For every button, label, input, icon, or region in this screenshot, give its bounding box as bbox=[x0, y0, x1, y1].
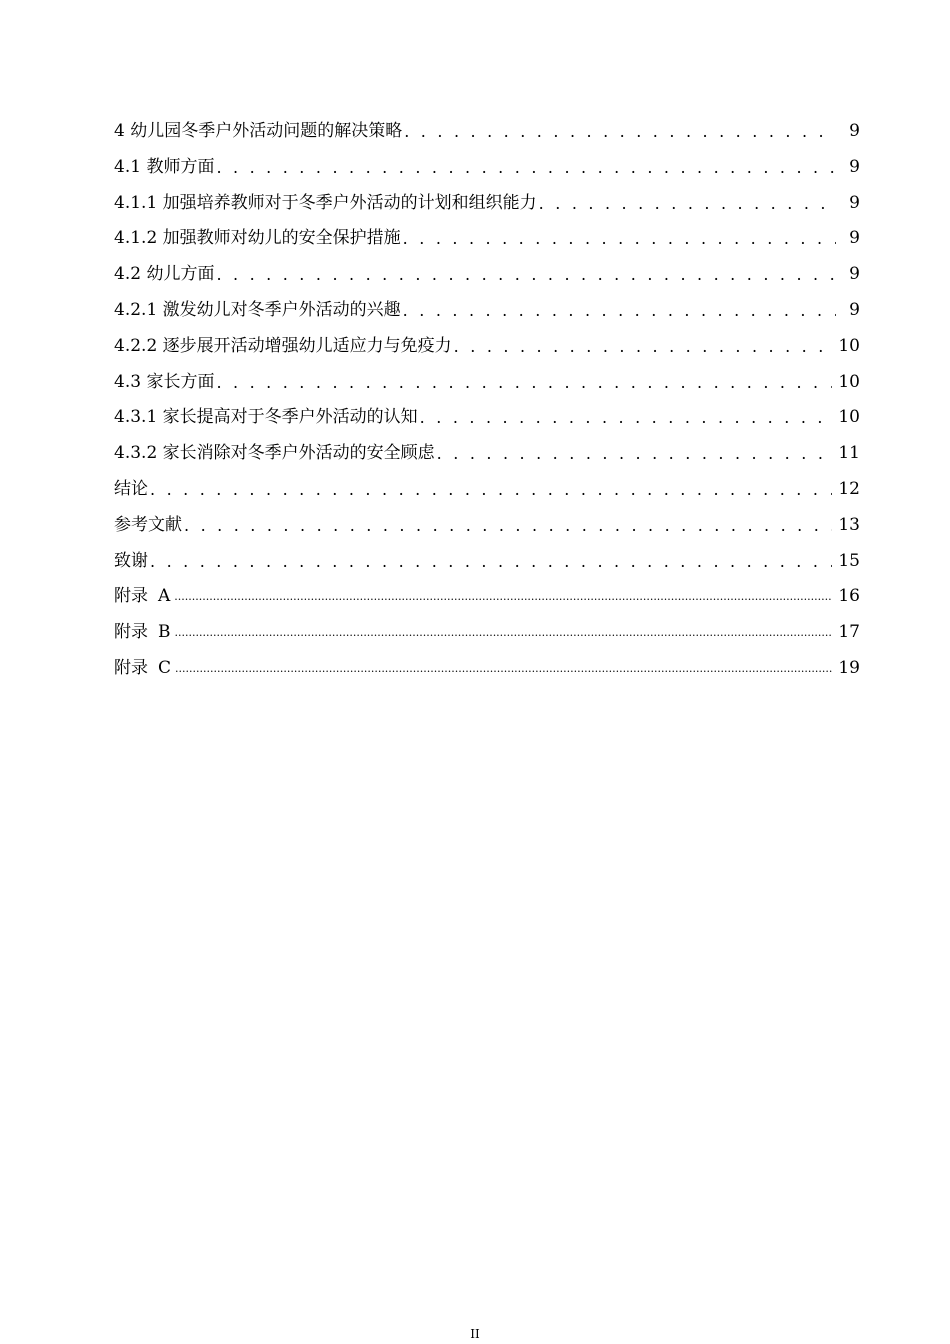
appendix-letter: C bbox=[158, 657, 172, 678]
toc-entry-page: 11 bbox=[838, 443, 860, 464]
toc-entry-title: 4.2 幼儿方面 bbox=[114, 264, 215, 285]
toc-entry[interactable] bbox=[114, 257, 860, 293]
toc-entry[interactable] bbox=[114, 329, 860, 365]
toc-entry-page: 10 bbox=[838, 407, 860, 428]
toc-entry[interactable] bbox=[114, 114, 860, 150]
table-of-contents bbox=[114, 114, 860, 687]
toc-appendix-entry[interactable] bbox=[114, 651, 860, 687]
toc-leader-dots bbox=[454, 329, 833, 365]
toc-entry[interactable] bbox=[114, 436, 860, 472]
toc-leader-dots bbox=[216, 365, 832, 401]
toc-appendix-entry[interactable] bbox=[114, 615, 860, 651]
toc-entry-page: 9 bbox=[849, 299, 860, 320]
toc-leader-dots bbox=[404, 114, 836, 150]
toc-appendix-entry[interactable] bbox=[114, 579, 860, 615]
appendix-letter: A bbox=[158, 586, 171, 607]
toc-entry-title: 4.3.1 家长提高对于冬季户外活动的认知 bbox=[114, 407, 418, 428]
toc-entry[interactable] bbox=[114, 365, 860, 401]
toc-entry-page: 17 bbox=[838, 622, 860, 643]
toc-leader-dots bbox=[539, 186, 836, 222]
toc-entry-page: 9 bbox=[849, 264, 860, 285]
toc-entry-page: 16 bbox=[838, 586, 860, 607]
toc-leader-dots bbox=[216, 150, 836, 186]
toc-entry-title: 4.2.2 逐步展开活动增强幼儿适应力与免疫力 bbox=[114, 335, 452, 356]
toc-entry-page: 9 bbox=[849, 156, 860, 177]
toc-leader-dots bbox=[175, 615, 833, 651]
toc-leader-dots bbox=[437, 436, 833, 472]
toc-leader-dots bbox=[175, 651, 832, 687]
toc-leader-dots bbox=[403, 293, 836, 329]
toc-entry-page: 9 bbox=[849, 121, 860, 141]
toc-entry-page: 12 bbox=[838, 478, 860, 499]
toc-entry-page: 9 bbox=[849, 228, 860, 249]
toc-entry-page: 9 bbox=[849, 192, 860, 213]
toc-entry-title: 4.3 家长方面 bbox=[114, 371, 215, 392]
toc-leader-dots bbox=[216, 257, 836, 293]
appendix-label: 附录 bbox=[114, 622, 148, 643]
appendix-letter: B bbox=[158, 622, 171, 643]
toc-entry-page: 10 bbox=[838, 371, 860, 392]
toc-entry-title: 4.3.2 家长消除对冬季户外活动的安全顾虑 bbox=[114, 443, 435, 464]
toc-entry[interactable] bbox=[114, 186, 860, 222]
page-number: II bbox=[470, 1327, 480, 1341]
toc-entry[interactable] bbox=[114, 221, 860, 257]
toc-entry-title: 4.2.1 激发幼儿对冬季户外活动的兴趣 bbox=[114, 299, 401, 320]
toc-appendix-title bbox=[114, 579, 170, 615]
toc-leader-dots bbox=[150, 544, 832, 580]
toc-leader-dots bbox=[150, 472, 832, 508]
toc-leader-dots bbox=[184, 508, 832, 544]
toc-entry-title: 4 幼儿园冬季户外活动问题的解决策略 bbox=[114, 121, 403, 141]
toc-entry-page: 19 bbox=[838, 657, 860, 678]
toc-entry-page: 15 bbox=[838, 550, 860, 571]
toc-entry-page: 10 bbox=[838, 335, 860, 356]
toc-entry-title: 4.1.2 加强教师对幼儿的安全保护措施 bbox=[114, 228, 401, 249]
appendix-label: 附录 bbox=[114, 586, 148, 607]
toc-entry[interactable] bbox=[114, 472, 860, 508]
toc-entry[interactable] bbox=[114, 293, 860, 329]
toc-appendix-title bbox=[114, 651, 171, 687]
toc-leader-dots bbox=[174, 579, 832, 615]
toc-appendix-title bbox=[114, 615, 171, 651]
toc-entry-title: 4.1 教师方面 bbox=[114, 156, 215, 177]
toc-entry[interactable] bbox=[114, 544, 860, 580]
toc-entry-title: 4.1.1 加强培养教师对于冬季户外活动的计划和组织能力 bbox=[114, 192, 537, 213]
toc-entry-page: 13 bbox=[838, 514, 860, 535]
toc-entry-title: 结论 bbox=[114, 478, 148, 499]
toc-leader-dots bbox=[403, 221, 836, 257]
toc-entry[interactable] bbox=[114, 150, 860, 186]
toc-leader-dots bbox=[420, 400, 833, 436]
toc-entry-title: 参考文献 bbox=[114, 514, 182, 535]
toc-entry[interactable] bbox=[114, 400, 860, 436]
toc-entry-title: 致谢 bbox=[114, 550, 148, 571]
appendix-label: 附录 bbox=[114, 657, 148, 678]
toc-entry[interactable] bbox=[114, 508, 860, 544]
